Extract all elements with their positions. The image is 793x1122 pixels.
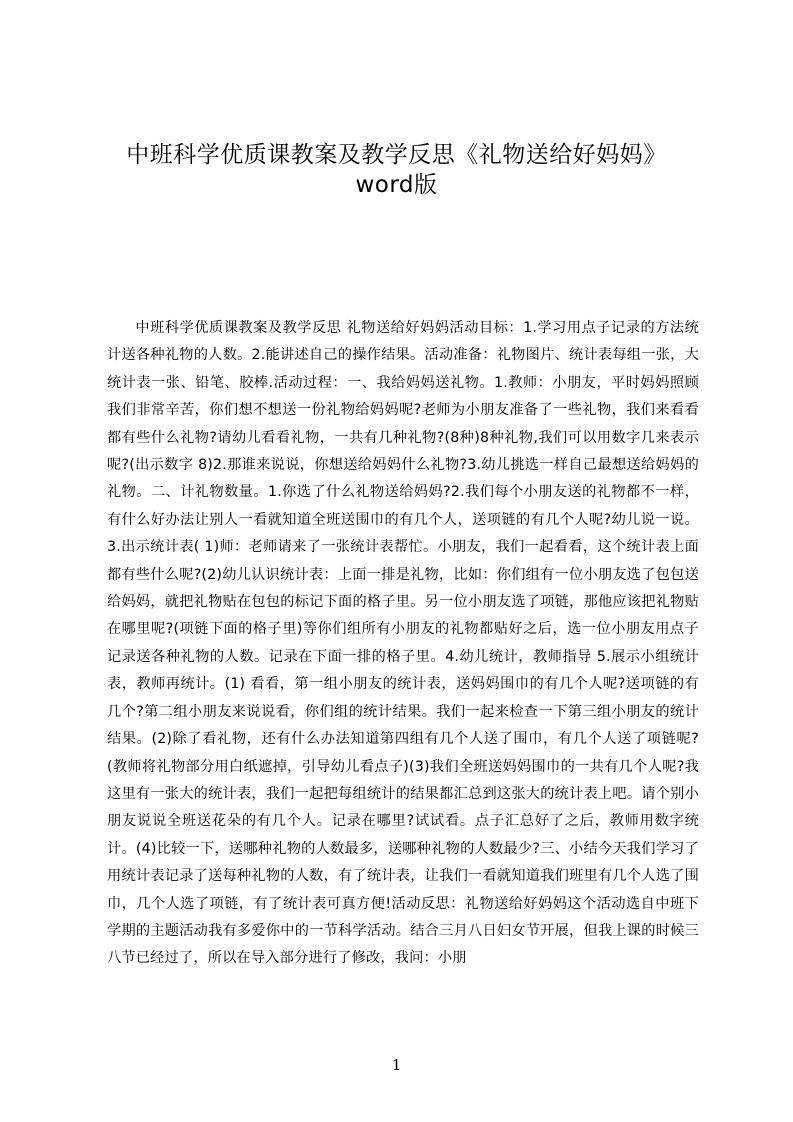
title-line-2: word版: [355, 172, 438, 198]
page-number: 1: [391, 1056, 402, 1074]
body-paragraph: 中班科学优质课教案及教学反思 礼物送给好妈妈活动目标：1.学习用点子记录的方法统计送各种礼物的人数。2.能讲述自己的操作结果。活动准备：礼物图片、统计表每组一张，大统计表一张、铅笔、胶棒.活动过程：一、我给妈妈送礼物。1.教师：小朋友，平时妈妈照顾我们非常辛苦，你们想不想送一份礼物给妈妈呢?老师为小朋友准备了一些礼物，我们来看看都有些什么礼物?请幼儿看看礼物，一共有几种礼物?(8种)8种礼物,我们可以用数字几来表示呢?(出示数字 8)2.那谁来说说，你想送给妈妈什么礼物?3.幼儿挑选一样自己最想送给妈妈的礼物。二、计礼物数量。1.你选了什么礼物送给妈妈?2.我们每个小朋友送的礼物都不一样，有什么好办法让别人一看就知道全班送围巾的有几个人，送项链的有几个人呢?幼儿说一说。3.出示统计表( 1)师：老师请来了一张统计表帮忙。小朋友，我们一起看看，这个统计表上面都有些什么呢?(2)幼儿认识统计表：上面一排是礼物，比如：你们组有一位小朋友选了包包送给妈妈，就把礼物贴在包包的标记下面的格子里。另一位小朋友选了项链，那他应该把礼物贴在哪里呢?(项链下面的格子里)等你们组所有小朋友的礼物都贴好之后，选一位小朋友用点子记录送各种礼物的人数。记录在下面一排的格子里。4.幼儿统计，教师指导 5.展示小组统计表，教师再统计。(1) 看看，第一组小朋友的统计表，送妈妈围巾的有几个人呢?送项链的有几个?第二组小朋友来说说看，你们组的统计结果。我们一起来检查一下第三组小朋友的统计结果。(2)除了看礼物，还有什么办法知道第四组有几个人送了围巾，有几个人送了项链呢?(教师将礼物部分用白纸遮掉，引导幼儿看点子)(3)我们全班送妈妈围巾的一共有几个人呢?我这里有一张大的统计表，我们一起把每组统计的结果都汇总到这张大的统计表上吧。请个别小朋友说说全班送花朵的有几个人。记录在哪里?试试看。点子汇总好了之后，教师用数字统计。(4)比较一下，送哪种礼物的人数最多，送哪种礼物的人数最少?三、小结今天我们学习了用统计表记录了送每种礼物的人数，有了统计表，让我们一看就知道我们班里有几个人选了围巾，几个人选了项链，有了统计表可真方便!活动反思：礼物送给好妈妈这个活动选自中班下学期的主题活动我有多爱你中的一节科学活动。结合三月八日妇女节开展，但我上课的时候三八节已经过了，所以在导入部分进行了修改，我问：小朋: [107, 320, 699, 967]
title-line-1: 中班科学优质课教案及教学反思《礼物送给好妈妈》: [126, 142, 667, 168]
document-title: [60, 140, 733, 200]
